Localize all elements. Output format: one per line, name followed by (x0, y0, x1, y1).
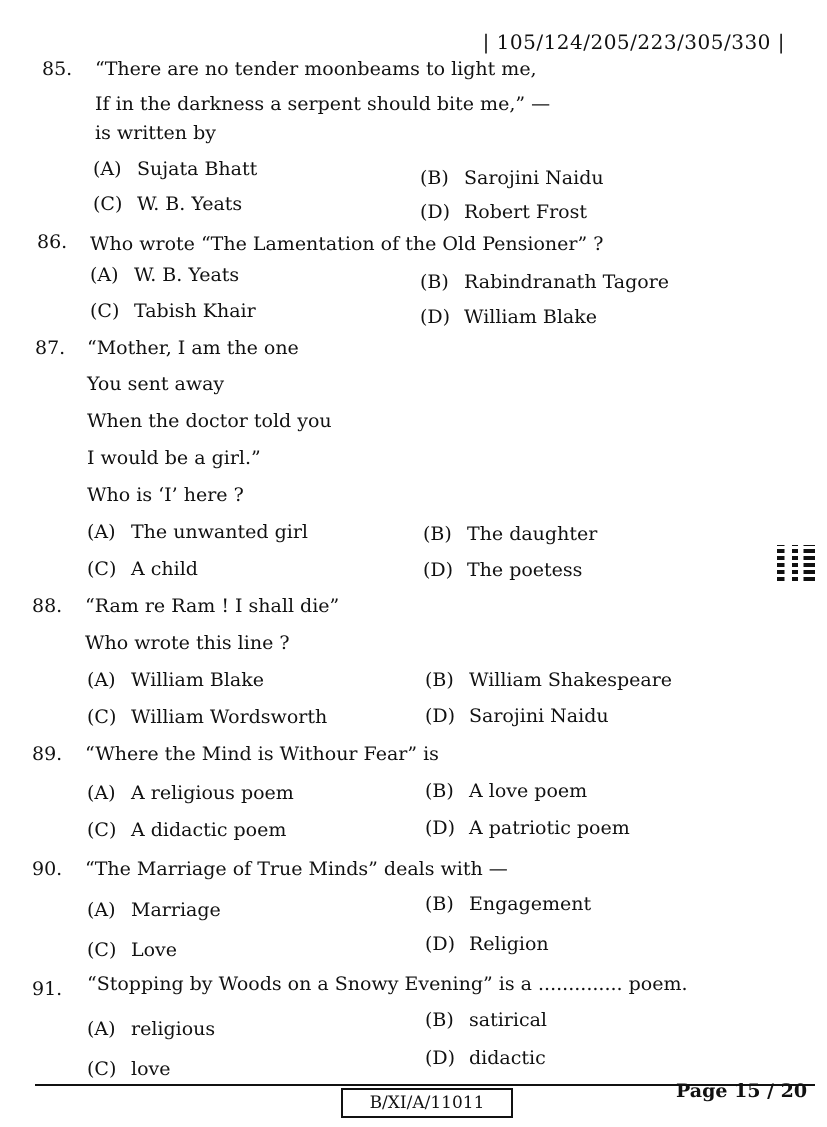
option-label: (C) (93, 193, 123, 215)
option-text: A patriotic poem (469, 817, 630, 839)
option-label: (B) (423, 523, 452, 545)
option-b (425, 1009, 547, 1031)
option-a (87, 521, 308, 543)
question-text-line: Who wrote “The Lamentation of the Old Pensioner” ? (90, 233, 604, 255)
option-c (87, 819, 286, 841)
option-text: Love (131, 939, 178, 961)
question-text-line: “Where the Mind is Withour Fear” is (85, 743, 439, 765)
option-c (93, 193, 242, 215)
option-label: (B) (425, 669, 454, 691)
option-text: Robert Frost (464, 201, 587, 223)
question-text-line: You sent away (87, 373, 225, 395)
option-d (420, 306, 597, 328)
option-text: Religion (469, 933, 549, 955)
question-text-line: “Mother, I am the one (87, 337, 299, 359)
question-number: 91. (32, 978, 63, 1000)
option-text: Sarojini Naidu (469, 705, 609, 727)
option-label: (C) (87, 1058, 117, 1080)
question-text-line: Who wrote this line ? (85, 632, 290, 654)
option-text: A child (131, 558, 198, 580)
option-text: Marriage (131, 899, 221, 921)
option-c (87, 706, 327, 728)
option-a (87, 899, 221, 921)
option-text: Rabindranath Tagore (464, 271, 670, 293)
option-label: (D) (420, 201, 451, 223)
option-text: Tabish Khair (134, 300, 256, 322)
option-text: William Blake (131, 669, 265, 691)
question-text-line: If in the darkness a serpent should bite me,” — (95, 93, 551, 115)
option-text: Sarojini Naidu (464, 167, 604, 189)
option-text: A religious poem (131, 782, 294, 804)
option-label: (B) (425, 1009, 454, 1031)
option-label: (A) (87, 1018, 116, 1040)
question-text-line: is written by (95, 122, 216, 144)
question-text-line: When the doctor told you (87, 410, 332, 432)
question-text-line: “There are no tender moonbeams to light me, (95, 58, 537, 80)
option-a (87, 1018, 215, 1040)
option-b (420, 167, 604, 189)
qr-code-icon (777, 545, 815, 581)
option-label: (B) (425, 780, 454, 802)
option-label: (A) (90, 264, 119, 286)
question-text-line: Who is ‘I’ here ? (87, 484, 244, 506)
option-a (90, 264, 239, 286)
question-number: 85. (42, 58, 73, 80)
option-label: (D) (425, 933, 456, 955)
option-text: The unwanted girl (131, 521, 308, 543)
option-text: Sujata Bhatt (137, 158, 258, 180)
option-label: (B) (420, 271, 449, 293)
page-number: Page 15 / 20 (676, 1080, 808, 1102)
option-label: (C) (90, 300, 120, 322)
option-a (87, 782, 294, 804)
option-b (420, 271, 669, 293)
option-label: (D) (420, 306, 451, 328)
question-number: 87. (35, 337, 66, 359)
option-label: (A) (87, 899, 116, 921)
option-a (87, 669, 264, 691)
option-d (423, 559, 582, 581)
option-d (420, 201, 587, 223)
option-label: (D) (425, 817, 456, 839)
question-text-line: “Stopping by Woods on a Snowy Evening” is a .............. poem. (87, 973, 688, 995)
question-text-line: “Ram re Ram ! I shall die” (85, 595, 340, 617)
option-text: love (131, 1058, 171, 1080)
option-c (90, 300, 256, 322)
paper-code-header: | 105/124/205/223/305/330 | (482, 30, 785, 54)
option-text: The poetess (467, 559, 583, 581)
option-label: (C) (87, 939, 117, 961)
question-text-line: I would be a girl.” (87, 447, 261, 469)
option-label: (D) (425, 1047, 456, 1069)
option-text: A love poem (469, 780, 588, 802)
option-label: (A) (93, 158, 122, 180)
option-text: William Shakespeare (469, 669, 673, 691)
question-text-line: “The Marriage of True Minds” deals with — (85, 858, 508, 880)
option-d (425, 705, 609, 727)
option-b (425, 669, 672, 691)
option-label: (D) (423, 559, 454, 581)
option-text: Engagement (469, 893, 592, 915)
option-label: (D) (425, 705, 456, 727)
option-c (87, 558, 198, 580)
booklet-code: B/XI/A/11011 (341, 1088, 513, 1118)
option-label: (C) (87, 558, 117, 580)
option-b (425, 893, 591, 915)
option-text: W. B. Yeats (137, 193, 243, 215)
option-label: (A) (87, 521, 116, 543)
option-label: (C) (87, 706, 117, 728)
option-text: William Blake (464, 306, 598, 328)
option-text: The daughter (467, 523, 598, 545)
option-b (423, 523, 597, 545)
option-text: satirical (469, 1009, 547, 1031)
question-number: 90. (32, 858, 63, 880)
option-label: (B) (420, 167, 449, 189)
option-b (425, 780, 587, 802)
option-label: (B) (425, 893, 454, 915)
option-text: religious (131, 1018, 216, 1040)
question-number: 89. (32, 743, 63, 765)
option-d (425, 1047, 546, 1069)
option-text: W. B. Yeats (134, 264, 240, 286)
option-a (93, 158, 257, 180)
option-d (425, 817, 630, 839)
option-c (87, 1058, 171, 1080)
option-text: didactic (469, 1047, 546, 1069)
question-number: 86. (37, 231, 68, 253)
option-label: (C) (87, 819, 117, 841)
option-c (87, 939, 177, 961)
question-number: 88. (32, 595, 63, 617)
option-text: A didactic poem (131, 819, 287, 841)
option-label: (A) (87, 669, 116, 691)
option-d (425, 933, 549, 955)
option-label: (A) (87, 782, 116, 804)
option-text: William Wordsworth (131, 706, 328, 728)
